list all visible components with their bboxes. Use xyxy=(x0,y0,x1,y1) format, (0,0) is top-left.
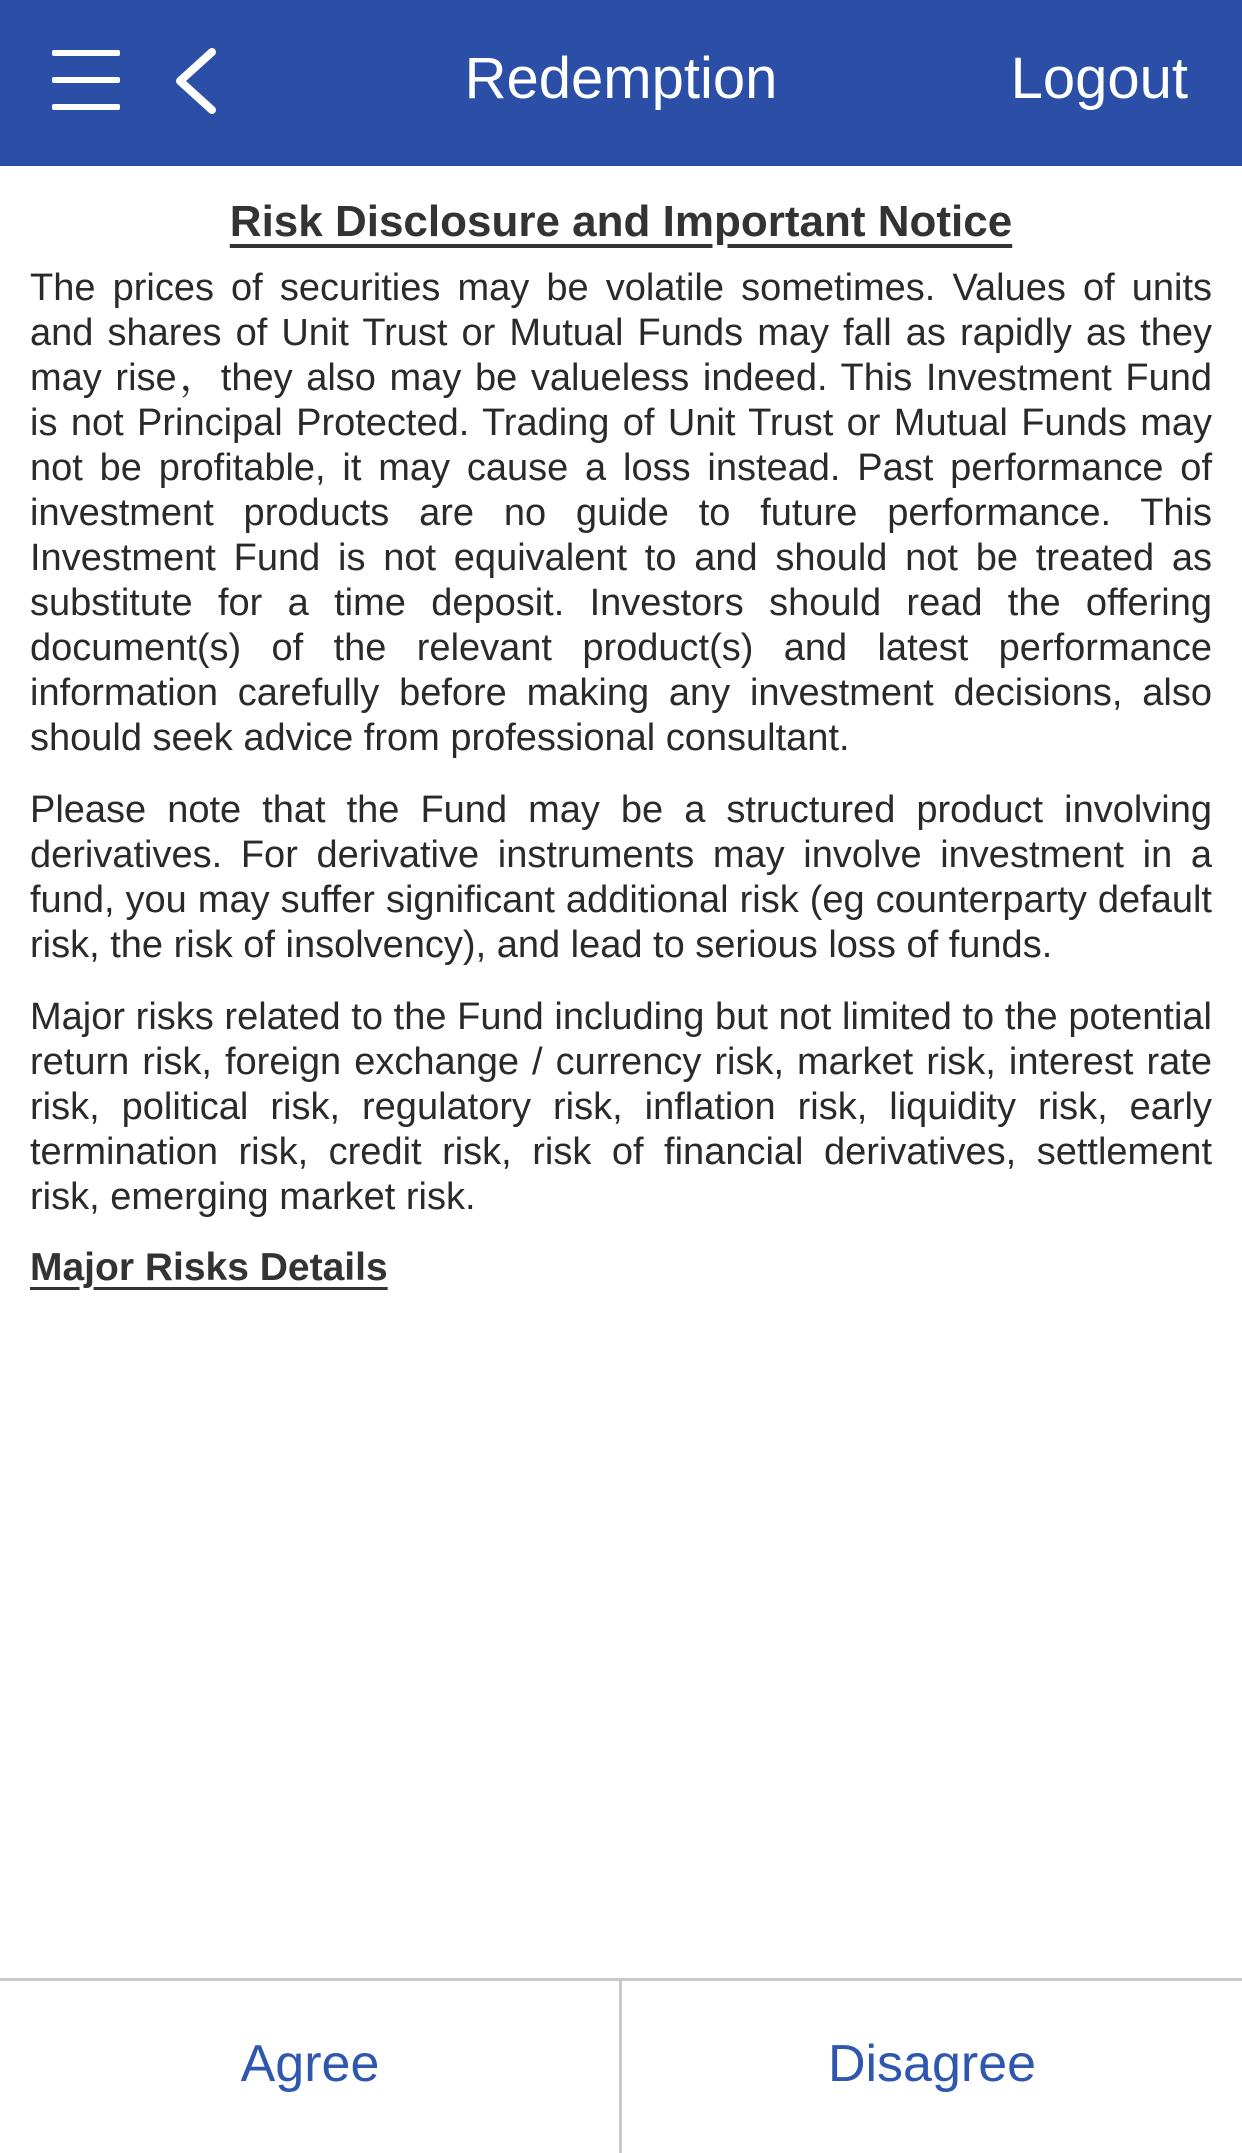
header-bar xyxy=(0,0,1242,166)
page-title: Redemption xyxy=(464,46,778,111)
major-risks-details-link[interactable]: Major Risks Details xyxy=(30,1246,388,1289)
agree-button[interactable]: Agree xyxy=(240,2035,380,2093)
disagree-button[interactable]: Disagree xyxy=(827,2035,1037,2093)
notice-paragraph: Please note that the Fund may be a structured product involving derivatives. For derivative instruments may involve investment in a fund, you may suffer significant additional risk (eg counterparty default risk, the risk of insolvency), and lead to serious loss of funds. xyxy=(30,789,1212,966)
footer-actions xyxy=(0,1978,1242,2153)
notice-content xyxy=(30,166,1212,1290)
notice-paragraph: Major risks related to the Fund including but not limited to the potential return risk, foreign exchange / currency risk, market risk, interest rate risk, political risk, regulatory risk, inflation risk, liquidity risk, early termination risk, credit risk, risk of financial derivatives, settlement risk, emerging market risk. xyxy=(30,996,1212,1218)
logout-button[interactable]: Logout xyxy=(1010,46,1188,111)
notice-title: Risk Disclosure and Important Notice xyxy=(229,197,1013,246)
notice-paragraph: The prices of securities may be volatile sometimes. Values of units and shares of Unit Trust or Mutual Funds may fall as rapidly as they may rise，they also may be valueless indeed. This Investment Fund is not Principal Protected. Trading of Unit Trust or Mutual Funds may not be profitable, it may cause a loss instead. Past performance of investment products are no guide to future performance. This Investment Fund is not equivalent to and should not be treated as substitute for a time deposit. Investors should read the offering document(s) of the relevant product(s) and latest performance information carefully before making any investment decisions, also should seek advice from professional consultant. xyxy=(30,267,1212,759)
